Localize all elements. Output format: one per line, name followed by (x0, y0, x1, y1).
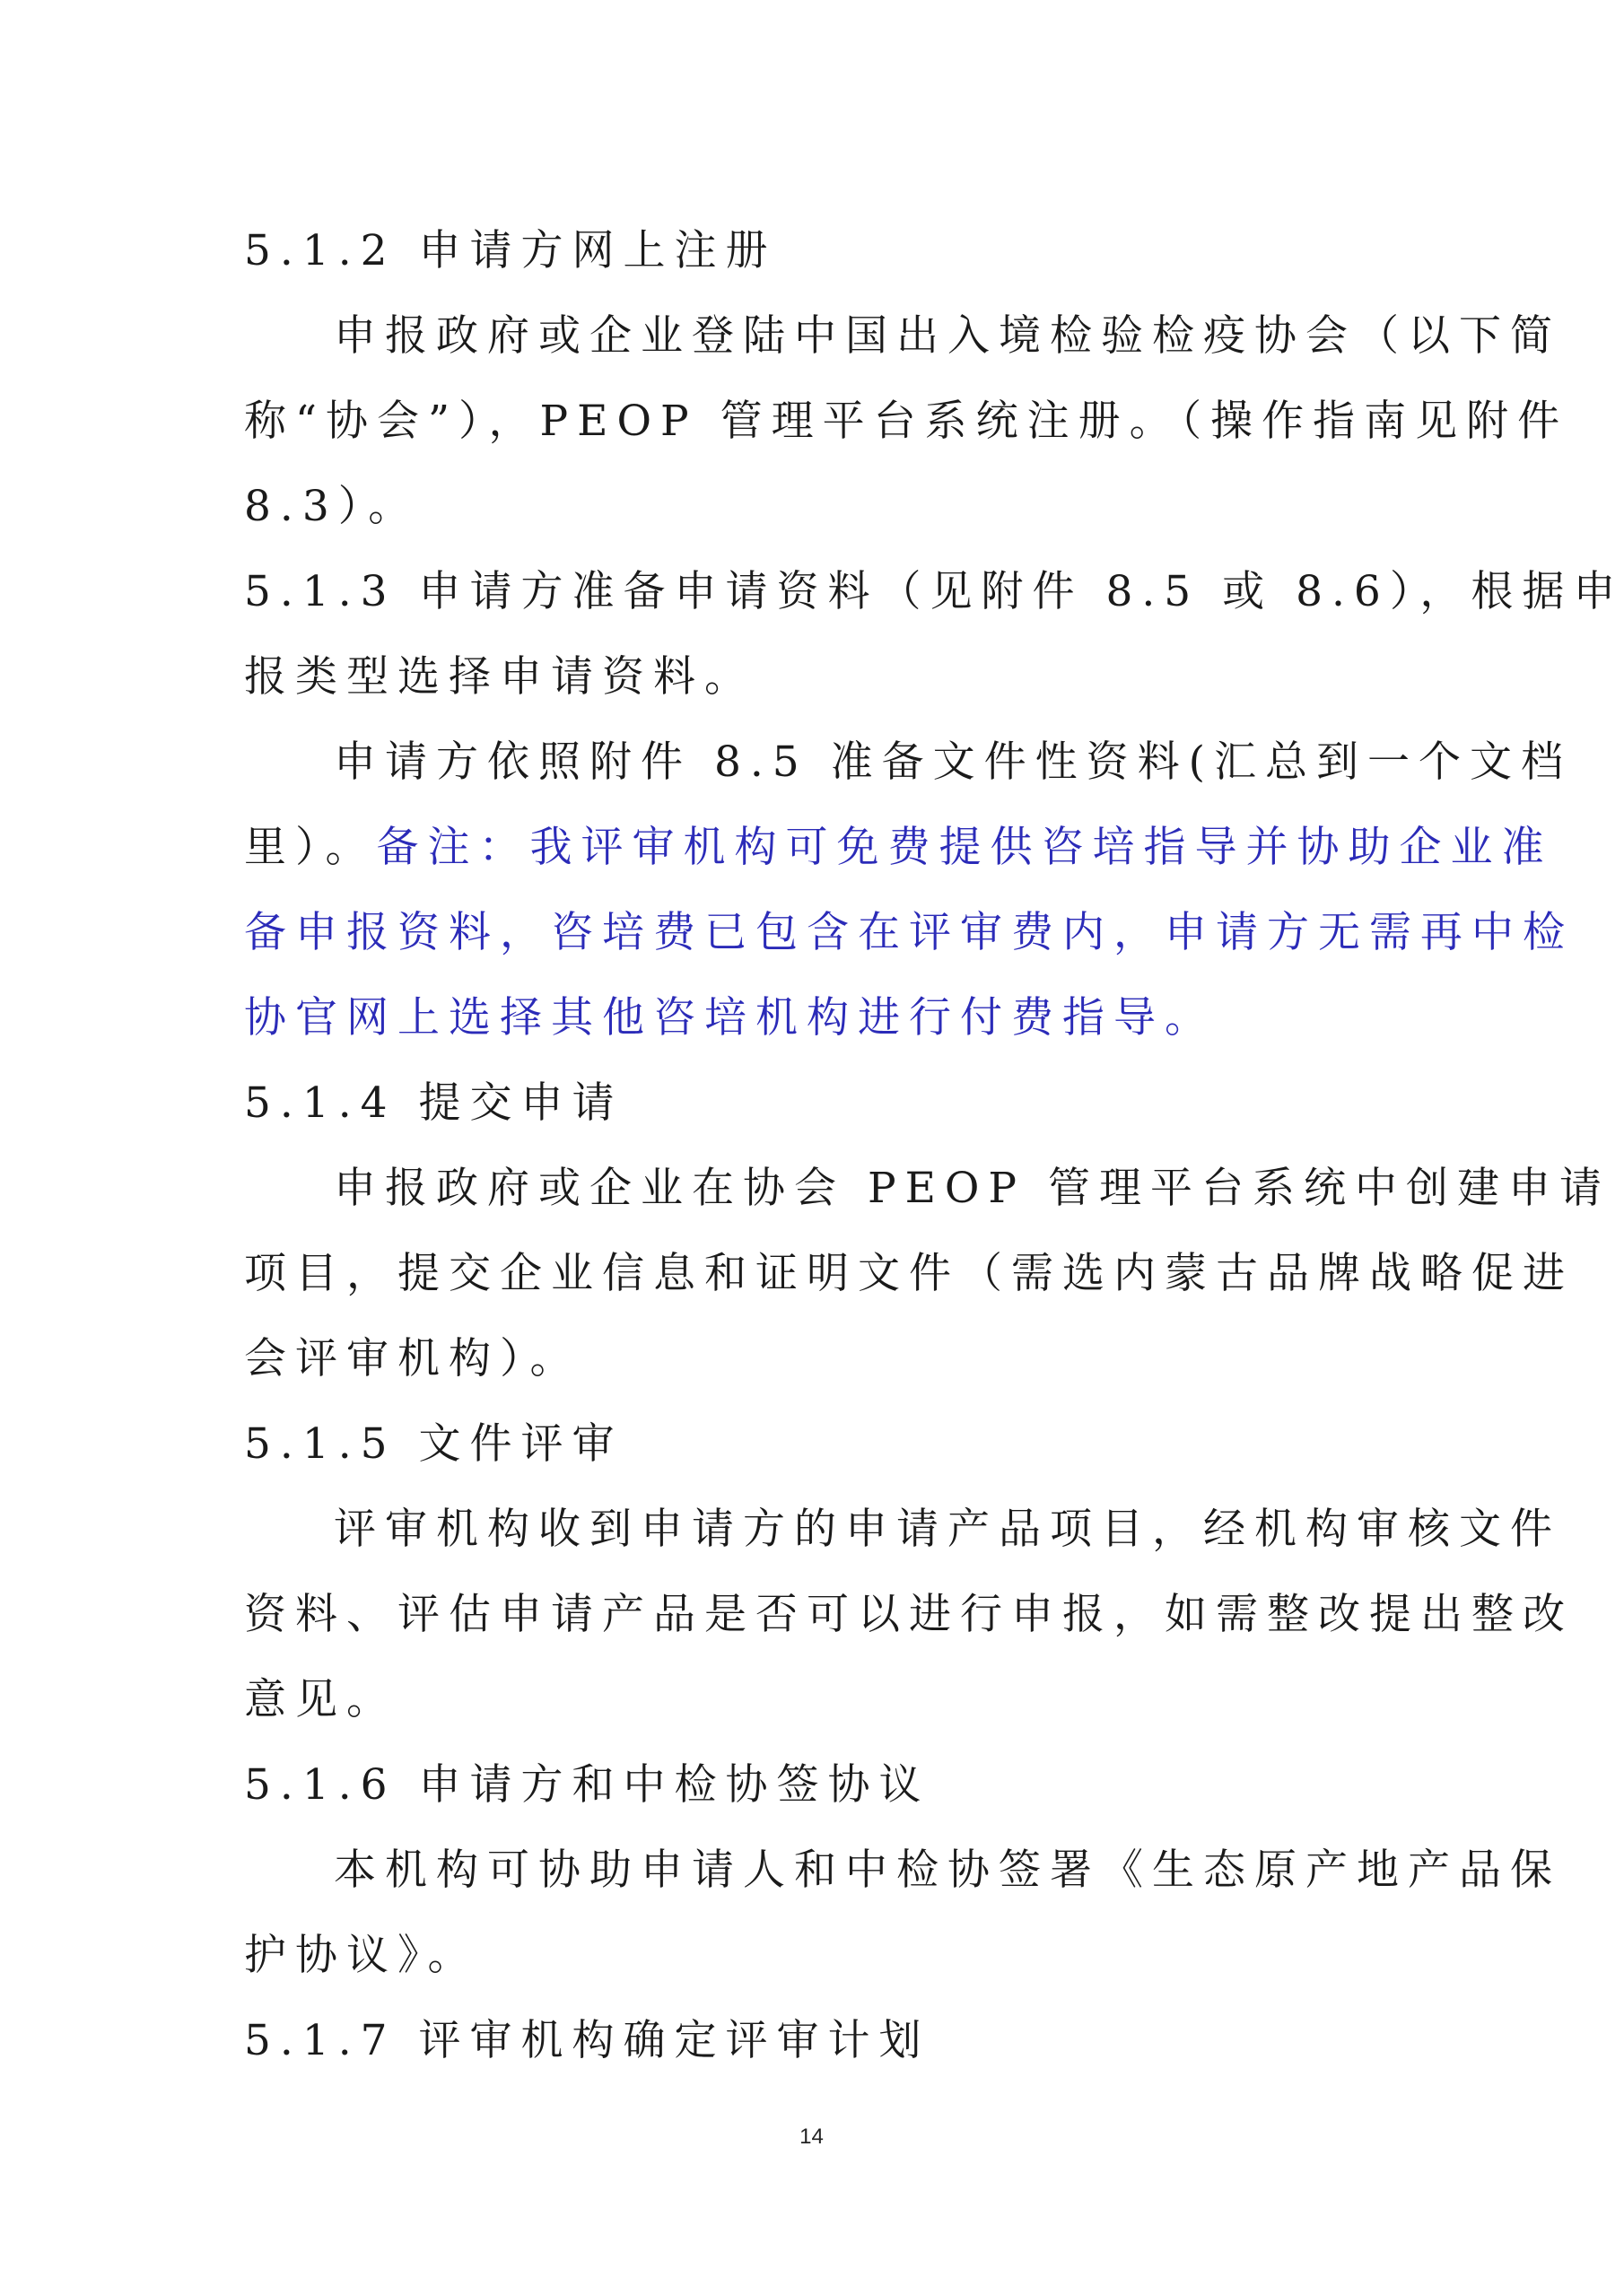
paragraph-line: 意见。 (244, 1675, 397, 1724)
section-heading-5-1-7: 5.1.7 评审机构确定评审计划 (244, 2016, 930, 2065)
paragraph-line: 8.3）。 (244, 482, 420, 531)
paragraph-line: 申请方依照附件 8.5 准备文件性资料(汇总到一个文档 (334, 737, 1572, 787)
section-heading-5-1-2: 5.1.2 申请方网上注册 (244, 226, 777, 275)
section-heading-5-1-6: 5.1.6 申请方和中检协签协议 (244, 1760, 930, 1810)
paragraph-line: 报类型选择申请资料。 (244, 652, 755, 702)
paragraph-line: 评审机构收到申请方的申请产品项目，经机构审核文件 (334, 1505, 1561, 1554)
paragraph-line: 里）。 (244, 823, 377, 872)
section-heading-5-1-4: 5.1.4 提交申请 (244, 1078, 624, 1128)
paragraph-line: 本机构可协助申请人和中检协签署《生态原产地产品保 (334, 1846, 1561, 1895)
paragraph-line: 称“协会”），PEOP 管理平台系统注册。（操作指南见附件 (244, 397, 1569, 446)
mixed-line (244, 805, 1553, 890)
page-number: 14 (799, 2125, 824, 2149)
paragraph-line: 申报政府或企业登陆中国出入境检验检疫协会（以下简 (334, 311, 1561, 361)
section-heading-5-1-5: 5.1.5 文件评审 (244, 1419, 624, 1469)
paragraph-line: 申报政府或企业在协会 PEOP 管理平台系统中创建申请 (334, 1164, 1611, 1213)
note-line: 协官网上选择其他咨培机构进行付费指导。 (244, 993, 1216, 1043)
paragraph-line: 护协议》。 (244, 1931, 479, 1980)
section-heading-5-1-3: 5.1.3 申请方准备申请资料（见附件 8.5 或 8.6），根据申 (244, 567, 1624, 616)
paragraph-line: 资料、评估申请产品是否可以进行申报，如需整改提出整改 (244, 1590, 1574, 1639)
document-body (244, 208, 1624, 2083)
note-text: 备注：我评审机构可免费提供咨培指导并协助企业准 (376, 823, 1553, 872)
note-line: 备申报资料，咨培费已包含在评审费内，申请方无需再中检 (244, 908, 1574, 957)
paragraph-line: 项目，提交企业信息和证明文件（需选内蒙古品牌战略促进 (244, 1249, 1574, 1298)
paragraph-line: 会评审机构）。 (244, 1334, 581, 1383)
